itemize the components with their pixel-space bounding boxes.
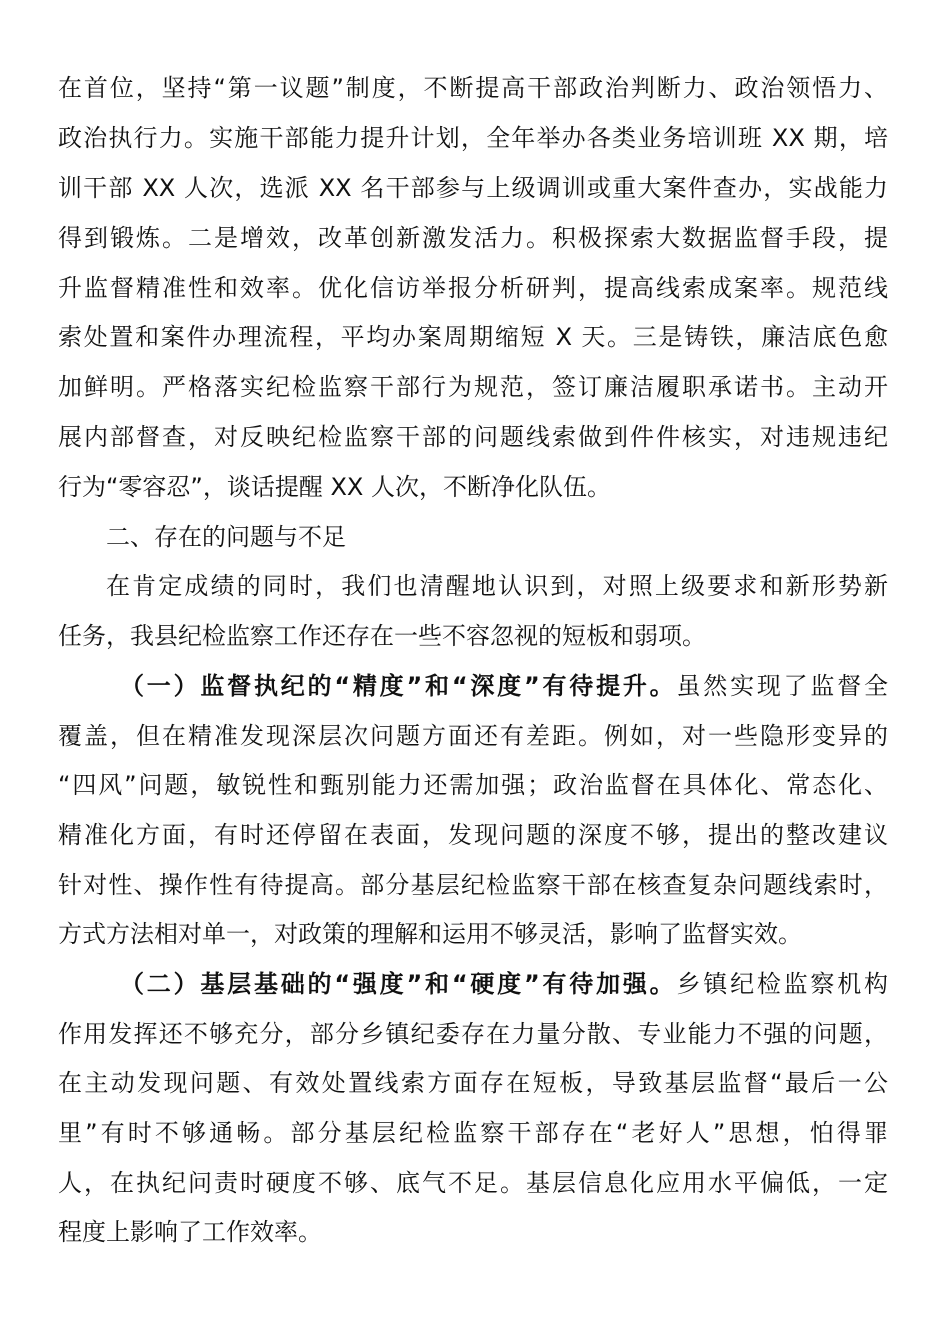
paragraph-line: 人，在执纪问责时硬度不够、底气不足。基层信息化应用水平偏低，一定 [58, 1169, 888, 1197]
paragraph-line: 政治执行力。实施干部能力提升计划，全年举办各类业务培训班 XX 期，培 [58, 124, 888, 152]
paragraph-line: 行为“零容忍”，谈话提醒 XX 人次，不断净化队伍。 [58, 473, 612, 501]
paragraph-line: 在主动发现问题、有效处置线索方面存在短板，导致基层监督“最后一公 [58, 1069, 888, 1097]
paragraph-line: 在首位，坚持“第一议题”制度，不断提高干部政治判断力、政治领悟力、 [58, 74, 888, 102]
paragraph-line: 精准化方面，有时还停留在表面，发现问题的深度不够，提出的整改建议 [58, 821, 888, 849]
paragraph-line: 升监督精准性和效率。优化信访举报分析研判，提高线索成案率。规范线 [58, 274, 888, 302]
paragraph-line: 针对性、操作性有待提高。部分基层纪检监察干部在核查复杂问题线索时， [58, 871, 888, 899]
paragraph-line: 展内部督查，对反映纪检监察干部的问题线索做到件件核实，对违规违纪 [58, 423, 888, 451]
paragraph-line: 训干部 XX 人次，选派 XX 名干部参与上级调训或重大案件查办，实战能力 [58, 174, 888, 202]
paragraph-text: 虽然实现了监督全 [676, 672, 889, 700]
section-heading: 二、存在的问题与不足 [106, 523, 346, 551]
paragraph-text: 乡镇纪检监察机构 [676, 970, 889, 998]
paragraph-line: 任务，我县纪检监察工作还存在一些不容忽视的短板和弱项。 [58, 622, 706, 650]
paragraph-line: 方式方法相对单一，对政策的理解和运用不够灵活，影响了监督实效。 [58, 920, 802, 948]
subsection-heading-line [120, 666, 888, 706]
paragraph-line: 程度上影响了工作效率。 [58, 1218, 322, 1246]
paragraph-line: 加鲜明。严格落实纪检监察干部行为规范，签订廉洁履职承诺书。主动开 [58, 373, 888, 401]
paragraph-line: 得到锻炼。二是增效，改革创新激发活力。积极探索大数据监督手段，提 [58, 224, 888, 252]
paragraph-line: 覆盖，但在精准发现深层次问题方面还有差距。例如，对一些隐形变异的 [58, 722, 888, 750]
paragraph-line: 索处置和案件办理流程，平均办案周期缩短 X 天。三是铸铁，廉洁底色愈 [58, 323, 888, 351]
paragraph-line: “四风”问题，敏锐性和甄别能力还需加强；政治监督在具体化、常态化、 [58, 771, 888, 799]
subsection-heading-line [120, 964, 888, 1004]
subsection-heading: （一）监督执纪的“精度”和“深度”有待提升。 [120, 672, 677, 700]
paragraph-line: 作用发挥还不够充分，部分乡镇纪委存在力量分散、专业能力不强的问题， [58, 1020, 888, 1048]
paragraph-line: 在肯定成绩的同时，我们也清醒地认识到，对照上级要求和新形势新 [106, 572, 888, 600]
subsection-heading: （二）基层基础的“强度”和“硬度”有待加强。 [120, 970, 677, 998]
paragraph-line: 里”有时不够通畅。部分基层纪检监察干部存在“老好人”思想，怕得罪 [58, 1119, 888, 1147]
